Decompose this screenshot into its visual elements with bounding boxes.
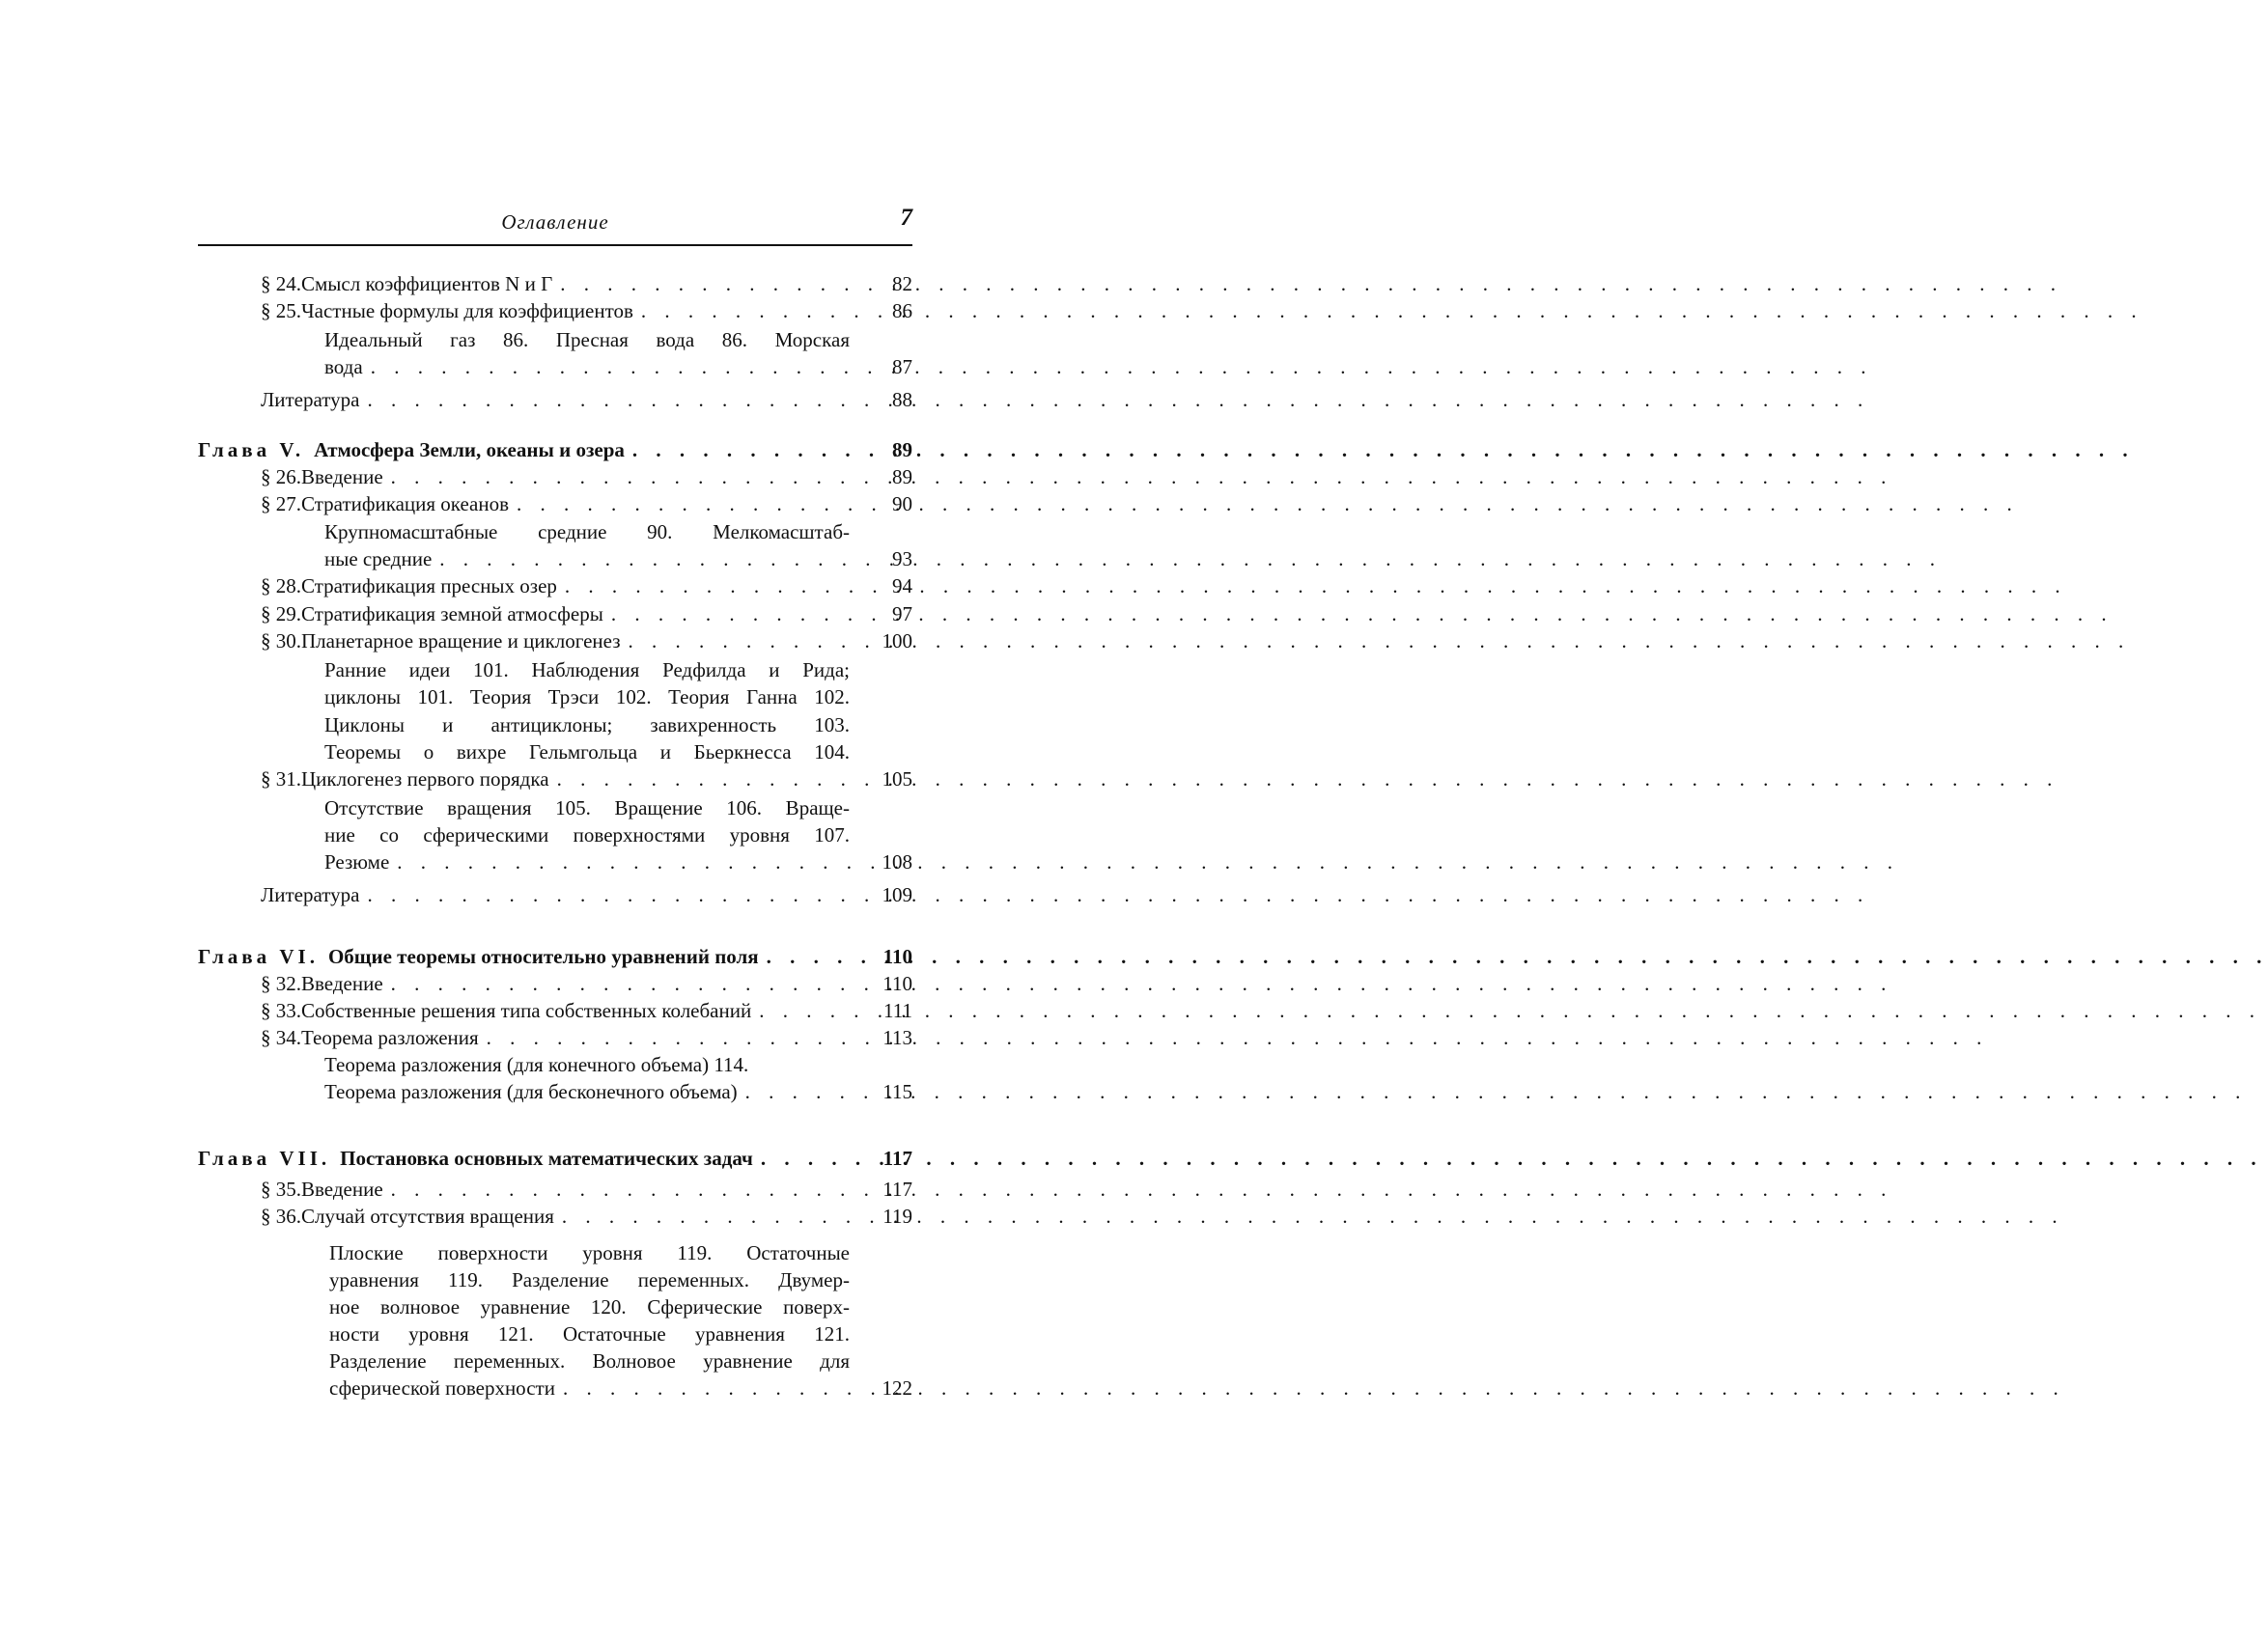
dot-leader bbox=[383, 1176, 868, 1203]
toc-entry-s31[interactable] bbox=[261, 765, 912, 792]
entry-title: Литература bbox=[261, 388, 360, 411]
toc-entry-s33[interactable] bbox=[261, 997, 912, 1024]
section-number: § 32. bbox=[261, 972, 301, 995]
toc-chapter-6[interactable] bbox=[198, 943, 912, 970]
dot-leader bbox=[557, 572, 868, 599]
toc-entry-s34[interactable] bbox=[261, 1024, 912, 1051]
toc-subentry: уравнения 119. Разделение переменных. Двумер- bbox=[329, 1268, 850, 1291]
entry-page: 86 bbox=[892, 299, 912, 322]
toc-entry-s24[interactable] bbox=[261, 270, 912, 297]
entry-title: Собственные решения типа собственных колебаний bbox=[301, 999, 752, 1022]
running-head bbox=[198, 205, 912, 239]
section-number: § 33. bbox=[261, 999, 301, 1022]
dot-leader bbox=[738, 1078, 868, 1105]
section-number: § 34. bbox=[261, 1026, 301, 1049]
dot-leader bbox=[554, 1203, 868, 1230]
dot-leader bbox=[555, 1374, 868, 1402]
dot-leader bbox=[603, 600, 868, 627]
toc-entry-s32[interactable] bbox=[261, 970, 912, 997]
entry-title: Введение bbox=[301, 972, 383, 995]
toc-subentry: Теоремы о вихре Гельмгольца и Бьеркнесса 104. bbox=[324, 740, 850, 763]
section-number: § 30. bbox=[261, 629, 301, 652]
entry-title: Циклогенез первого порядка bbox=[301, 767, 549, 791]
toc-entry-s26[interactable] bbox=[261, 463, 912, 490]
toc-subentry: циклоны 101. Теория Трэси 102. Теория Ганна 102. bbox=[324, 685, 850, 708]
toc-subentry: Отсутствие вращения 105. Вращение 106. Враще- bbox=[324, 796, 850, 819]
entry-title: сферической поверхности bbox=[329, 1376, 555, 1400]
toc-subentry: Разделение переменных. Волновое уравнение для bbox=[329, 1349, 850, 1373]
chapter-title: Общие теоремы относительно уравнений поля bbox=[327, 945, 759, 968]
toc-entry-s25[interactable] bbox=[261, 297, 912, 324]
entry-page: 109 bbox=[882, 883, 912, 906]
dot-leader bbox=[363, 353, 868, 380]
entry-title: Резюме bbox=[324, 850, 390, 874]
chapter-label: Глава VI. bbox=[198, 945, 319, 968]
header-rule bbox=[198, 244, 912, 246]
toc-subentry bbox=[324, 353, 912, 380]
dot-leader bbox=[753, 1145, 868, 1172]
entry-page: 87 bbox=[892, 355, 912, 378]
chapter-label: Глава V. bbox=[198, 438, 305, 461]
toc-entry-s28[interactable] bbox=[261, 572, 912, 599]
toc-subentry: Крупномасштабные средние 90. Мелкомасштаб- bbox=[324, 520, 850, 543]
toc-subentry: ное волновое уравнение 120. Сферические поверх- bbox=[329, 1295, 850, 1319]
entry-title: Планетарное вращение и циклогенез bbox=[301, 629, 621, 652]
entry-page: 110 bbox=[882, 945, 912, 968]
dot-leader bbox=[552, 270, 868, 297]
section-number: § 26. bbox=[261, 465, 301, 488]
entry-page: 117 bbox=[882, 1147, 912, 1170]
toc-subentry bbox=[324, 1078, 912, 1105]
toc-chapter-5[interactable] bbox=[198, 436, 912, 463]
entry-page: 93 bbox=[892, 547, 912, 570]
toc-subentry: Идеальный газ 86. Пресная вода 86. Морская bbox=[324, 328, 850, 351]
entry-page: 115 bbox=[882, 1080, 912, 1103]
dot-leader bbox=[509, 490, 868, 517]
entry-page: 89 bbox=[892, 438, 912, 461]
entry-page: 113 bbox=[882, 1026, 912, 1049]
entry-page: 90 bbox=[892, 492, 912, 515]
dot-leader bbox=[359, 881, 868, 908]
toc-subentry: Циклоны и антициклоны; завихренность 103. bbox=[324, 713, 850, 736]
dot-leader bbox=[432, 545, 868, 572]
entry-page: 119 bbox=[882, 1205, 912, 1228]
toc-entry-s27[interactable] bbox=[261, 490, 912, 517]
section-number: § 28. bbox=[261, 574, 301, 597]
section-number: § 36. bbox=[261, 1205, 301, 1228]
toc-entry-s35[interactable] bbox=[261, 1176, 912, 1203]
toc-subentry bbox=[324, 545, 912, 572]
entry-page: 94 bbox=[892, 574, 912, 597]
entry-title: Случай отсутствия вращения bbox=[301, 1205, 554, 1228]
dot-leader bbox=[549, 765, 868, 792]
entry-title: Литература bbox=[261, 883, 360, 906]
entry-title: Теорема разложения bbox=[301, 1026, 479, 1049]
page-number: 7 bbox=[900, 205, 912, 231]
toc-entry-literature-5[interactable] bbox=[261, 881, 912, 908]
entry-page: 88 bbox=[892, 388, 912, 411]
toc-subentry: Ранние идеи 101. Наблюдения Редфилда и Рида; bbox=[324, 658, 850, 681]
entry-page: 117 bbox=[882, 1178, 912, 1201]
entry-page: 110 bbox=[882, 972, 912, 995]
entry-page: 97 bbox=[892, 602, 912, 625]
entry-title: Введение bbox=[301, 1178, 383, 1201]
section-number: § 31. bbox=[261, 767, 301, 791]
entry-page: 111 bbox=[883, 999, 912, 1022]
toc-subentry bbox=[324, 848, 912, 875]
dot-leader bbox=[359, 386, 868, 413]
toc-subentry: Теорема разложения (для конечного объема) 114. bbox=[324, 1053, 749, 1076]
entry-title: Частные формулы для коэффициентов bbox=[301, 299, 633, 322]
entry-title: Смысл коэффициентов N и Γ bbox=[301, 272, 553, 295]
toc-subentry bbox=[329, 1374, 912, 1402]
entry-page: 82 bbox=[892, 272, 912, 295]
chapter-title: Постановка основных математических задач bbox=[340, 1147, 753, 1170]
toc-entry-s30[interactable] bbox=[261, 627, 912, 654]
entry-page: 108 bbox=[882, 850, 912, 874]
dot-leader bbox=[389, 848, 868, 875]
dot-leader bbox=[621, 627, 868, 654]
dot-leader bbox=[479, 1024, 868, 1051]
section-number: § 35. bbox=[261, 1178, 301, 1201]
dot-leader bbox=[751, 997, 868, 1024]
toc-subentry: Плоские поверхности уровня 119. Остаточные bbox=[329, 1241, 850, 1264]
toc-subentry: ности уровня 121. Остаточные уравнения 121. bbox=[329, 1322, 850, 1346]
dot-leader bbox=[759, 943, 868, 970]
toc-entry-s36[interactable] bbox=[261, 1203, 912, 1230]
dot-leader bbox=[625, 436, 868, 463]
chapter-title: Атмосфера Земли, океаны и озера bbox=[314, 438, 625, 461]
entry-title: Стратификация океанов bbox=[301, 492, 510, 515]
dot-leader bbox=[383, 970, 868, 997]
entry-page: 105 bbox=[882, 767, 912, 791]
entry-title: Стратификация земной атмосферы bbox=[301, 602, 603, 625]
dot-leader bbox=[383, 463, 868, 490]
entry-page: 122 bbox=[882, 1376, 912, 1400]
entry-title: ные средние bbox=[324, 547, 433, 570]
chapter-label: Глава VII. bbox=[198, 1147, 331, 1170]
running-title: Оглавление bbox=[501, 210, 609, 234]
section-number: § 27. bbox=[261, 492, 301, 515]
entry-page: 100 bbox=[882, 629, 912, 652]
section-number: § 29. bbox=[261, 602, 301, 625]
toc-entry-s29[interactable] bbox=[261, 600, 912, 627]
entry-title: вода bbox=[324, 355, 363, 378]
entry-title: Теорема разложения (для бесконечного объема) bbox=[324, 1080, 738, 1103]
entry-title: Стратификация пресных озер bbox=[301, 574, 557, 597]
toc-chapter-7[interactable] bbox=[198, 1145, 912, 1172]
dot-leader bbox=[633, 297, 868, 324]
toc-entry-literature-4[interactable] bbox=[261, 386, 912, 413]
entry-page: 89 bbox=[892, 465, 912, 488]
entry-title: Введение bbox=[301, 465, 383, 488]
section-number: § 24. bbox=[261, 272, 301, 295]
toc-subentry: ние со сферическими поверхностями уровня 107. bbox=[324, 823, 850, 847]
section-number: § 25. bbox=[261, 299, 301, 322]
